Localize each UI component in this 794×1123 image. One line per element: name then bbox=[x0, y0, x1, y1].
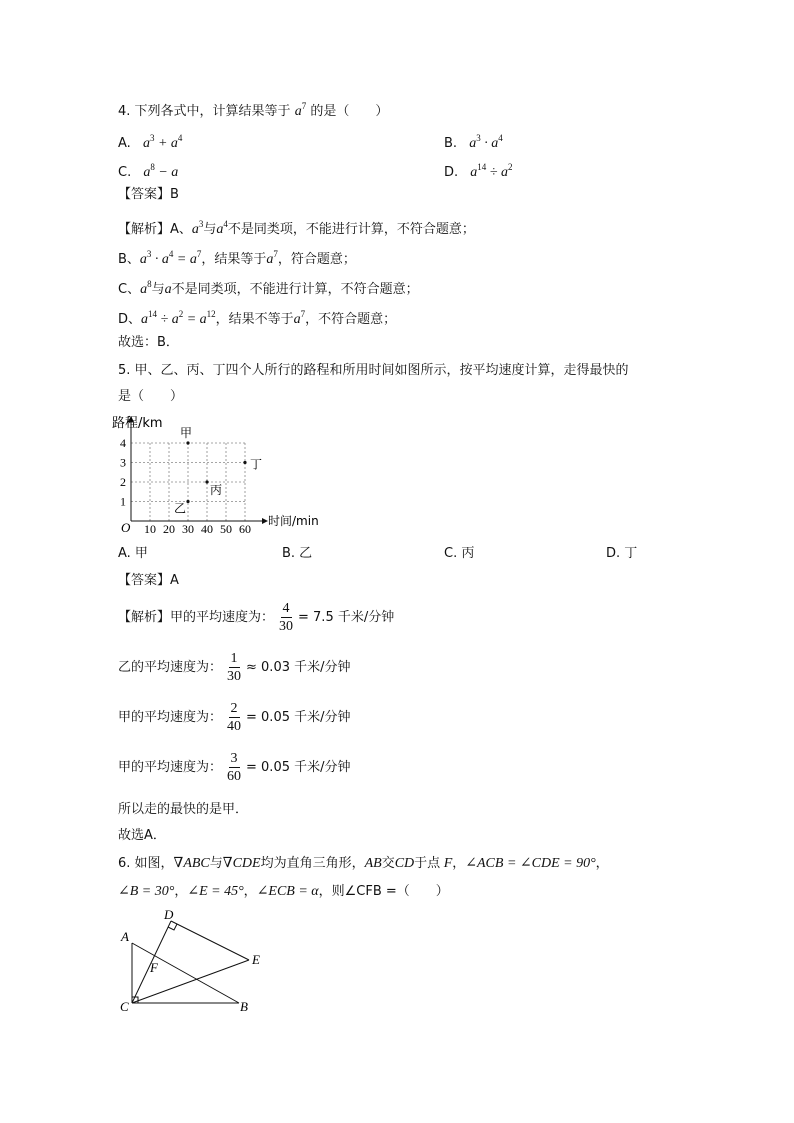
numerator: 1 bbox=[230, 651, 238, 666]
q4-stem bbox=[118, 97, 388, 121]
q4-option-d-math: $a^{14} \div a^2$ bbox=[470, 162, 513, 180]
math: CD bbox=[394, 856, 415, 871]
text: 【解析】甲的平均速度为： bbox=[118, 609, 275, 625]
fraction bbox=[225, 700, 243, 735]
text: C、 bbox=[118, 282, 141, 297]
text: 甲的平均速度为： bbox=[118, 709, 223, 725]
q6-stem-line2 bbox=[118, 883, 449, 901]
text: 乙的平均速度为： bbox=[118, 659, 223, 675]
text: 于点 bbox=[414, 856, 441, 871]
q5-choice: 故选A． bbox=[118, 828, 166, 843]
y-tick-label: 1 bbox=[120, 494, 126, 509]
q4-explanation-1 bbox=[118, 215, 475, 239]
text: 与 bbox=[209, 856, 223, 871]
denominator: 40 bbox=[227, 719, 242, 734]
math: AB bbox=[364, 856, 382, 871]
q5-stem-line1: 5. 甲、乙、丙、丁四个人所行的路程和所用时间如图所示，按平均速度计算，走得最快的 bbox=[118, 363, 629, 378]
q4-stem-tail: 的是（ ） bbox=[310, 104, 389, 119]
result: = 7.5 千米/分钟 bbox=[298, 609, 395, 625]
q4-explanation-3 bbox=[118, 275, 419, 299]
math: F bbox=[440, 856, 453, 871]
math: $a^8$ bbox=[140, 279, 152, 297]
q5-conclusion: 所以走的最快的是甲． bbox=[118, 802, 249, 817]
text: ， bbox=[595, 856, 609, 871]
denominator: 60 bbox=[227, 769, 242, 784]
q4-option-a bbox=[118, 129, 182, 153]
math: ∠B = 30° bbox=[118, 884, 175, 899]
text: 【解析】A、 bbox=[118, 222, 192, 237]
q4-option-b bbox=[444, 129, 503, 153]
numerator: 4 bbox=[282, 601, 290, 616]
q4-answer: 【答案】B bbox=[118, 187, 179, 202]
text: 不是同类项，不能进行计算，不符合题意； bbox=[171, 282, 419, 297]
math: $a^3 \cdot a^4 = a^7$ bbox=[139, 249, 202, 267]
q5-explanation-2 bbox=[118, 650, 351, 685]
math: ∠ECB = α bbox=[256, 884, 319, 899]
chart-points bbox=[174, 426, 262, 516]
q5-option-a: A. 甲 bbox=[118, 546, 148, 561]
x-tick-label: 50 bbox=[220, 522, 232, 536]
q4-option-c-math: $a^8 - a$ bbox=[143, 162, 179, 180]
x-tick-label: 40 bbox=[201, 522, 213, 536]
q4-stem-text: 4. 下列各式中，计算结果等于 bbox=[118, 104, 291, 119]
q4-option-c bbox=[118, 158, 178, 182]
q5-option-c: C. 丙 bbox=[444, 546, 475, 561]
q4-choice: 故选：B． bbox=[118, 335, 179, 350]
q5-answer: 【答案】A bbox=[118, 573, 179, 588]
fraction bbox=[277, 600, 295, 635]
point-f-label: F bbox=[150, 960, 158, 975]
x-tick-label: 10 bbox=[144, 522, 156, 536]
option-label: A. bbox=[118, 136, 131, 151]
text: 与 bbox=[151, 282, 165, 297]
q4-option-d bbox=[444, 158, 512, 182]
text: ， bbox=[452, 856, 466, 871]
x-tick-label: 20 bbox=[163, 522, 175, 536]
x-tick-label: 60 bbox=[239, 522, 251, 536]
text: ，则∠CFB =（ ） bbox=[318, 884, 449, 899]
text: ， bbox=[243, 884, 257, 899]
data-point bbox=[243, 461, 246, 464]
option-label: C. bbox=[118, 165, 132, 180]
y-tick-label: 4 bbox=[120, 436, 126, 450]
q5-option-b: B. 乙 bbox=[282, 546, 313, 561]
data-point bbox=[186, 500, 189, 503]
data-point-label: 乙 bbox=[174, 501, 187, 516]
q6-stem-line1 bbox=[118, 855, 609, 873]
data-point bbox=[205, 480, 208, 483]
fraction bbox=[225, 750, 243, 785]
math: $a^4$ bbox=[216, 219, 228, 237]
q5-option-d: D. 丁 bbox=[606, 546, 638, 561]
math: $a^{14} \div a^2 = a^{12}$ bbox=[141, 309, 216, 327]
text: 不是同类项，不能进行计算，不符合题意； bbox=[227, 222, 475, 237]
x-tick-labels bbox=[144, 522, 251, 536]
point-d-label: D bbox=[164, 907, 174, 922]
math: ∇CDE bbox=[222, 856, 261, 871]
math: $a^3$ bbox=[191, 219, 204, 237]
data-point-label: 甲 bbox=[180, 426, 193, 440]
distance-time-chart bbox=[112, 410, 332, 536]
y-tick-label: 3 bbox=[120, 455, 126, 470]
result: ≈ 0.03 千米/分钟 bbox=[246, 659, 351, 675]
q4-stem-math: $a^7$ bbox=[294, 101, 307, 119]
x-axis-label: 时间/min bbox=[268, 514, 319, 528]
data-point bbox=[186, 441, 189, 444]
y-tick-labels bbox=[120, 436, 126, 509]
math: $a^7$ bbox=[293, 309, 306, 327]
numerator: 3 bbox=[230, 751, 238, 766]
chart-axes bbox=[128, 416, 268, 524]
q4-option-b-math: $a^3 \cdot a^4$ bbox=[469, 133, 503, 151]
q4-explanation-4 bbox=[118, 305, 396, 329]
q5-explanation-1 bbox=[118, 600, 394, 635]
fraction bbox=[225, 650, 243, 685]
point-a-label: A bbox=[121, 929, 129, 944]
result: = 0.05 千米/分钟 bbox=[246, 709, 351, 725]
text: 均为直角三角形， bbox=[260, 856, 365, 871]
point-b-label: B bbox=[240, 999, 248, 1014]
text: ，结果等于 bbox=[201, 252, 267, 267]
denominator: 30 bbox=[279, 619, 294, 634]
result: = 0.05 千米/分钟 bbox=[246, 759, 351, 775]
y-axis-label: 路程/km bbox=[112, 416, 163, 431]
text: ，不符合题意； bbox=[305, 312, 397, 327]
origin-label: O bbox=[121, 520, 131, 535]
data-point-label: 丙 bbox=[210, 483, 223, 497]
text: 与 bbox=[203, 222, 217, 237]
point-c-label: C bbox=[120, 999, 129, 1014]
text: ， bbox=[174, 884, 188, 899]
numerator: 2 bbox=[230, 701, 238, 716]
q5-explanation-4 bbox=[118, 750, 351, 785]
text: 甲的平均速度为： bbox=[118, 759, 223, 775]
math: ∇ABC bbox=[173, 856, 210, 871]
text: 交 bbox=[381, 856, 395, 871]
math: a bbox=[164, 282, 172, 297]
text: ，结果不等于 bbox=[215, 312, 294, 327]
math: ∠E = 45° bbox=[187, 884, 244, 899]
data-point-label: 丁 bbox=[250, 457, 263, 472]
text: B、 bbox=[118, 252, 140, 267]
math: $a^7$ bbox=[266, 249, 278, 267]
text: 6. 如图， bbox=[118, 856, 174, 871]
math: ∠ACB = ∠CDE = 90° bbox=[465, 856, 596, 871]
option-label: B. bbox=[444, 136, 458, 151]
q5-stem-line2: 是（ ） bbox=[118, 389, 184, 404]
segment-de bbox=[171, 921, 249, 960]
segment-ab bbox=[132, 943, 239, 1003]
triangle-figure bbox=[115, 905, 275, 1017]
option-label: D. bbox=[444, 165, 459, 180]
point-e-label: E bbox=[252, 952, 260, 967]
y-tick-label: 2 bbox=[120, 475, 126, 489]
q4-option-a-math: $a^3 + a^4$ bbox=[142, 133, 183, 151]
text: ，符合题意； bbox=[277, 252, 356, 267]
q4-explanation-2 bbox=[118, 245, 356, 269]
denominator: 30 bbox=[227, 669, 242, 684]
text: D、 bbox=[118, 312, 142, 327]
q5-explanation-3 bbox=[118, 700, 351, 735]
chart-grid bbox=[131, 443, 245, 521]
x-tick-label: 30 bbox=[182, 522, 194, 536]
